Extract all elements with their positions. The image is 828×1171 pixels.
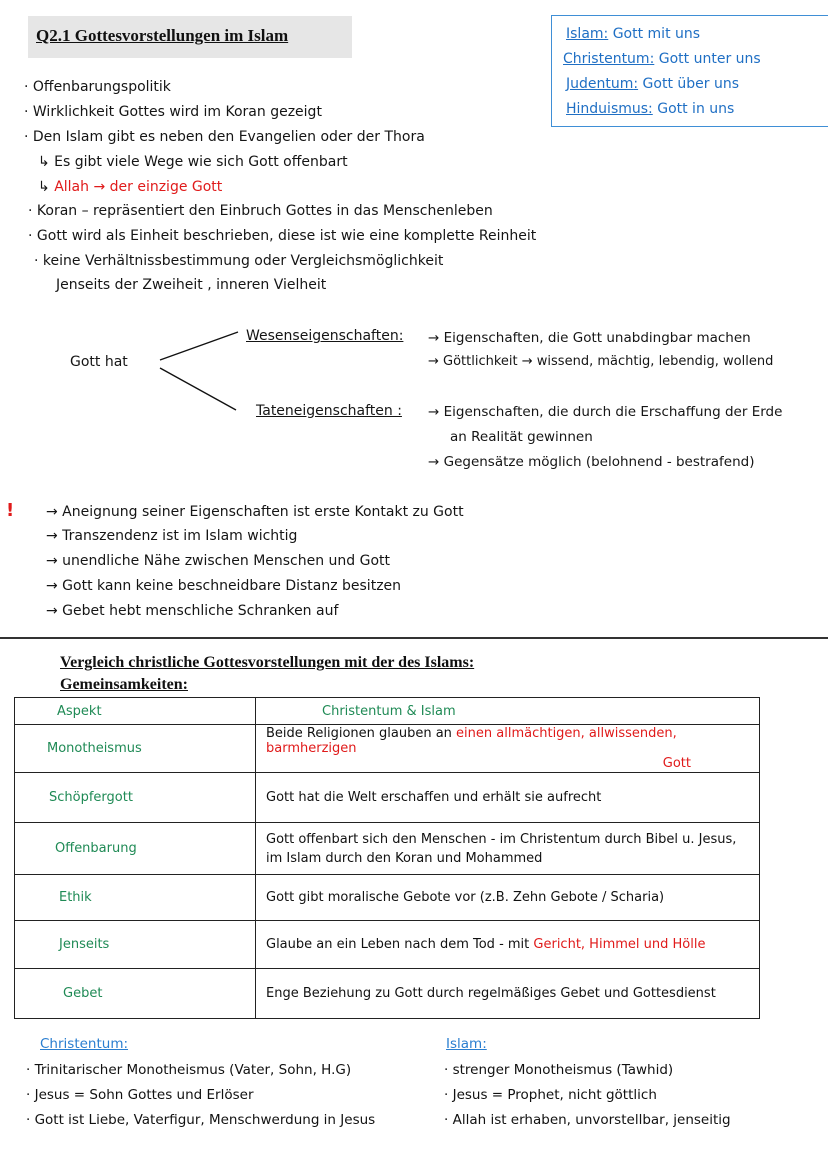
- diagram-item: an Realität gewinnen: [450, 429, 593, 445]
- relation-separator: :: [633, 76, 639, 92]
- table-row: [15, 823, 760, 875]
- row-text-plain: Glaube an ein Leben nach dem Tod - mit: [266, 937, 534, 952]
- note-line: · Wirklichkeit Gottes wird im Koran gezeigt: [24, 104, 322, 120]
- row-aspect: Monotheismus: [15, 725, 256, 773]
- table-header-row: [15, 698, 760, 725]
- row-aspect: Jenseits: [15, 921, 256, 969]
- row-text-red: Gericht, Himmel und Hölle: [533, 937, 706, 952]
- diagram-item: → Eigenschaften, die durch die Erschaffung der Erde: [428, 404, 783, 420]
- relation-religion: Christentum: [563, 51, 650, 67]
- comparison-title: Vergleich christliche Gottesvorstellungen mit der des Islams:: [60, 654, 475, 671]
- table-row: [15, 969, 760, 1019]
- christentum-item: · Jesus = Sohn Gottes und Erlöser: [26, 1087, 254, 1103]
- relation-text: Gott in uns: [657, 101, 735, 117]
- row-text: Gott hat die Welt erschaffen und erhält sie aufrecht: [256, 773, 760, 823]
- row-text-red: einen allmächtigen, allwissenden, barmherzigen: [266, 726, 677, 756]
- diagram-branch-wesen: Wesenseigenschaften:: [246, 328, 404, 344]
- islam-item: · strenger Monotheismus (Tawhid): [444, 1062, 674, 1078]
- comparison-table: [14, 697, 760, 1019]
- relation-religion: Judentum: [566, 76, 634, 92]
- diagram-item: → Göttlichkeit → wissend, mächtig, lebendig, wollend: [428, 354, 774, 369]
- christentum-item: · Gott ist Liebe, Vaterfigur, Menschwerdung in Jesus: [26, 1112, 376, 1128]
- diagram-subject: Gott hat: [70, 354, 128, 370]
- highlight-item: → Gebet hebt menschliche Schranken auf: [46, 603, 339, 619]
- islam-item: · Jesus = Prophet, nicht göttlich: [444, 1087, 657, 1103]
- table-row: [15, 921, 760, 969]
- note-arrow: ↳: [38, 179, 50, 195]
- row-text-line2: im Islam durch den Koran und Mohammed: [266, 850, 543, 866]
- row-aspect: Schöpfergott: [15, 773, 256, 823]
- note-line: ↳ Es gibt viele Wege wie sich Gott offenbart: [38, 154, 348, 170]
- row-text: Enge Beziehung zu Gott durch regelmäßiges Gebet und Gottesdienst: [256, 969, 760, 1019]
- table-row: [15, 875, 760, 921]
- important-marker: !: [6, 500, 15, 521]
- section-divider: [0, 637, 828, 639]
- row-text-plain: Beide Religionen glauben an: [266, 726, 457, 741]
- note-red-text: Allah → der einzige Gott: [54, 179, 223, 195]
- relation-separator: :: [648, 101, 653, 117]
- relation-text: Gott mit uns: [612, 26, 701, 42]
- diagram-item: → Eigenschaften, die Gott unabdingbar machen: [428, 330, 751, 346]
- christentum-item: · Trinitarischer Monotheismus (Vater, Sohn, H.G): [26, 1062, 352, 1078]
- header-both: Christentum & Islam: [256, 698, 760, 725]
- note-line: · Den Islam gibt es neben den Evangelien oder der Thora: [24, 129, 425, 145]
- table-row: [15, 725, 760, 773]
- note-line: · Offenbarungspolitik: [24, 79, 171, 95]
- page-title: Q2.1 Gottesvorstellungen im Islam: [36, 26, 289, 45]
- diagram-branch-taten: Tateneigenschaften :: [256, 403, 402, 419]
- islam-item: · Allah ist erhaben, unvorstellbar, jenseitig: [444, 1112, 731, 1128]
- relation-separator: :: [603, 26, 609, 42]
- islam-heading: Islam:: [446, 1036, 487, 1052]
- highlight-item: → unendliche Nähe zwischen Menschen und Gott: [46, 553, 391, 569]
- row-text-line1: Gott offenbart sich den Menschen - im Christentum durch Bibel u. Jesus,: [266, 831, 737, 847]
- row-aspect: Offenbarung: [15, 823, 256, 875]
- comparison-subtitle: Gemeinsamkeiten:: [60, 676, 188, 693]
- diagram-item: → Gegensätze möglich (belohnend - bestrafend): [428, 454, 755, 470]
- relation-separator: :: [649, 51, 655, 67]
- relation-religion: Islam: [566, 26, 604, 42]
- header-aspect: Aspekt: [15, 698, 256, 725]
- row-aspect: Ethik: [15, 875, 256, 921]
- christentum-heading: Christentum:: [40, 1036, 129, 1052]
- note-line: Jenseits der Zweiheit , inneren Vielheit: [56, 277, 327, 293]
- highlight-item: → Gott kann keine beschneidbare Distanz besitzen: [46, 578, 402, 594]
- row-text: [256, 823, 760, 875]
- row-text: [256, 921, 760, 969]
- table-row: [15, 773, 760, 823]
- row-aspect: Gebet: [15, 969, 256, 1019]
- row-text: [256, 725, 760, 773]
- note-line: · Gott wird als Einheit beschrieben, diese ist wie eine komplette Reinheit: [28, 228, 537, 244]
- highlight-item: → Aneignung seiner Eigenschaften ist erste Kontakt zu Gott: [46, 504, 464, 520]
- note-line: · keine Verhältnissbestimmung oder Vergleichsmöglichkeit: [34, 253, 444, 269]
- highlight-item: → Transzendenz ist im Islam wichtig: [46, 528, 298, 544]
- row-text: Gott gibt moralische Gebote vor (z.B. Zehn Gebote / Scharia): [256, 875, 760, 921]
- relation-religion: Hinduismus: [566, 101, 649, 117]
- relation-text: Gott über uns: [642, 76, 740, 92]
- row-text-red2: Gott: [662, 756, 691, 771]
- note-line: · Koran – repräsentiert den Einbruch Gottes in das Menschenleben: [28, 203, 493, 219]
- relation-text: Gott unter uns: [658, 51, 761, 67]
